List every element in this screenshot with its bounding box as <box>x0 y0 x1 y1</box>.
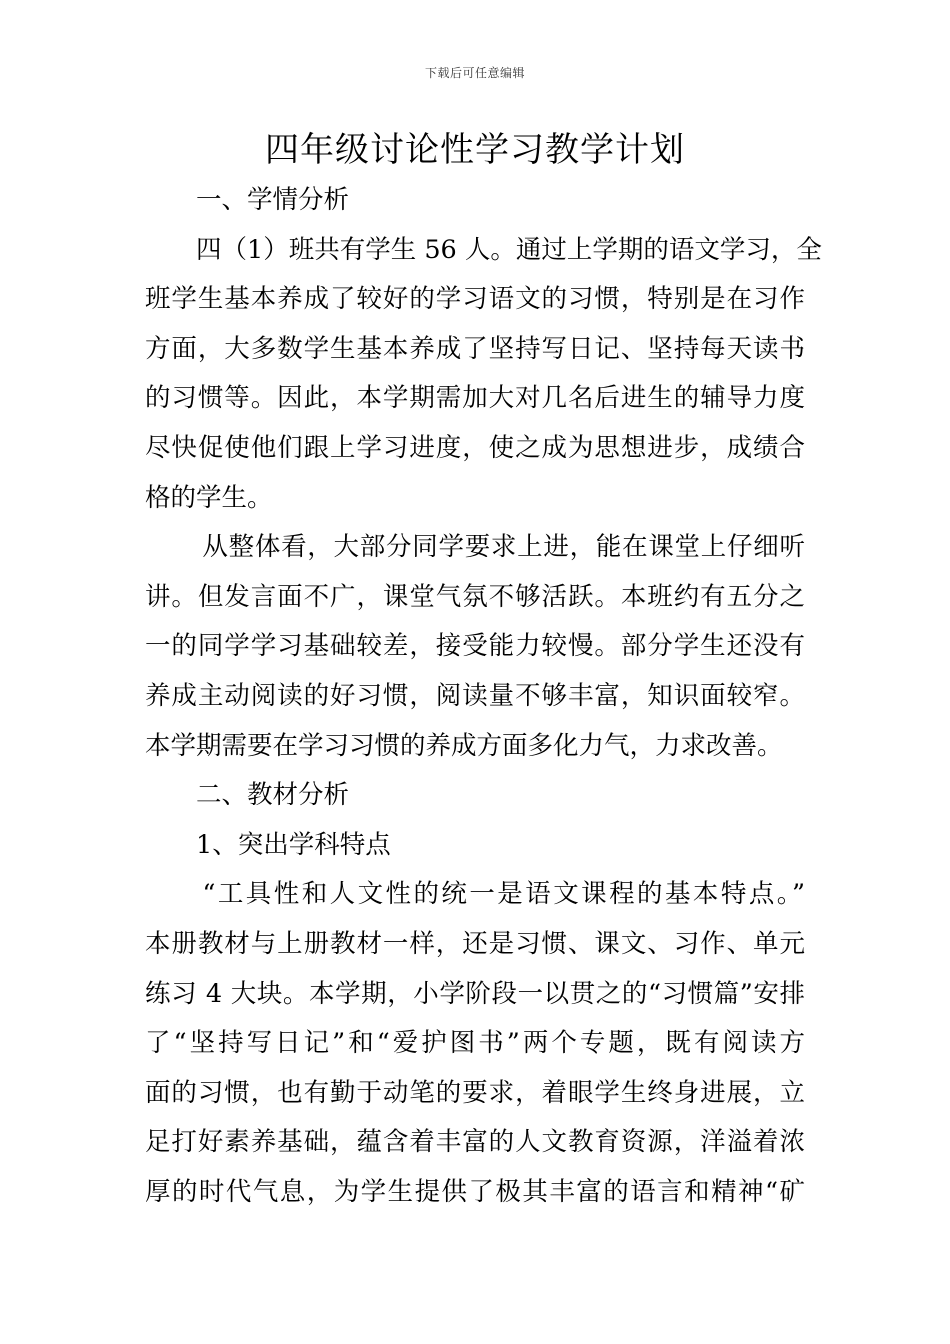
text-line: 本册教材与上册教材一样，还是习惯、课文、习作、单元 <box>145 928 805 959</box>
text-line: 格的学生。 <box>145 482 273 513</box>
text-line: 班学生基本养成了较好的学习语文的习惯，特别是在习作 <box>145 284 805 315</box>
text-line: 厚的时代气息，为学生提供了极其丰富的语言和精神“矿 <box>145 1176 805 1207</box>
text-line: 本学期需要在学习习惯的养成方面多化力气，力求改善。 <box>145 730 783 761</box>
paragraph-overall-view <box>145 523 805 771</box>
section-heading-textbook-analysis: 二、教材分析 <box>196 780 350 811</box>
section-heading-learning-analysis: 一、学情分析 <box>196 185 350 215</box>
text-line: 一的同学学习基础较差，接受能力较慢。部分学生还没有 <box>145 631 805 662</box>
text-line: 养成主动阅读的好习惯，阅读量不够丰富，知识面较窄。 <box>145 680 805 711</box>
document-title: 四年级讨论性学习教学计划 <box>265 130 685 170</box>
page-header-note: 下载后可任意编辑 <box>424 66 525 80</box>
paragraph-class-overview <box>145 226 822 524</box>
document-body <box>145 176 822 1217</box>
text-line: 足打好素养基础，蕴含着丰富的人文教育资源，洋溢着浓 <box>145 1127 805 1158</box>
text-line: 从整体看，大部分同学要求上进，能在课堂上仔细听 <box>202 532 805 563</box>
subheading-subject-features: 1、突出学科特点 <box>196 829 391 860</box>
text-line: 的习惯等。因此，本学期需加大对几名后进生的辅导力度 <box>145 383 805 414</box>
text-line: 四（1）班共有学生 56 人。通过上学期的语文学习，全 <box>196 234 822 265</box>
paragraph-textbook-features <box>145 870 805 1217</box>
text-line: 方面，大多数学生基本养成了坚持写日记、坚持每天读书 <box>145 333 805 364</box>
text-line: 尽快促使他们跟上学习进度，使之成为思想进步，成绩合 <box>145 432 805 463</box>
text-line: 讲。但发言面不广，课堂气氛不够活跃。本班约有五分之 <box>145 581 805 612</box>
text-line: 了“坚持写日记”和“爱护图书”两个专题，既有阅读方 <box>145 1028 805 1059</box>
text-line: 练习 4 大块。本学期，小学阶段一以贯之的“习惯篇”安排 <box>145 978 805 1009</box>
text-line: “工具性和人文性的统一是语文课程的基本特点。” <box>202 879 805 910</box>
text-line: 面的习惯，也有勤于动笔的要求，着眼学生终身进展，立 <box>145 1077 805 1108</box>
